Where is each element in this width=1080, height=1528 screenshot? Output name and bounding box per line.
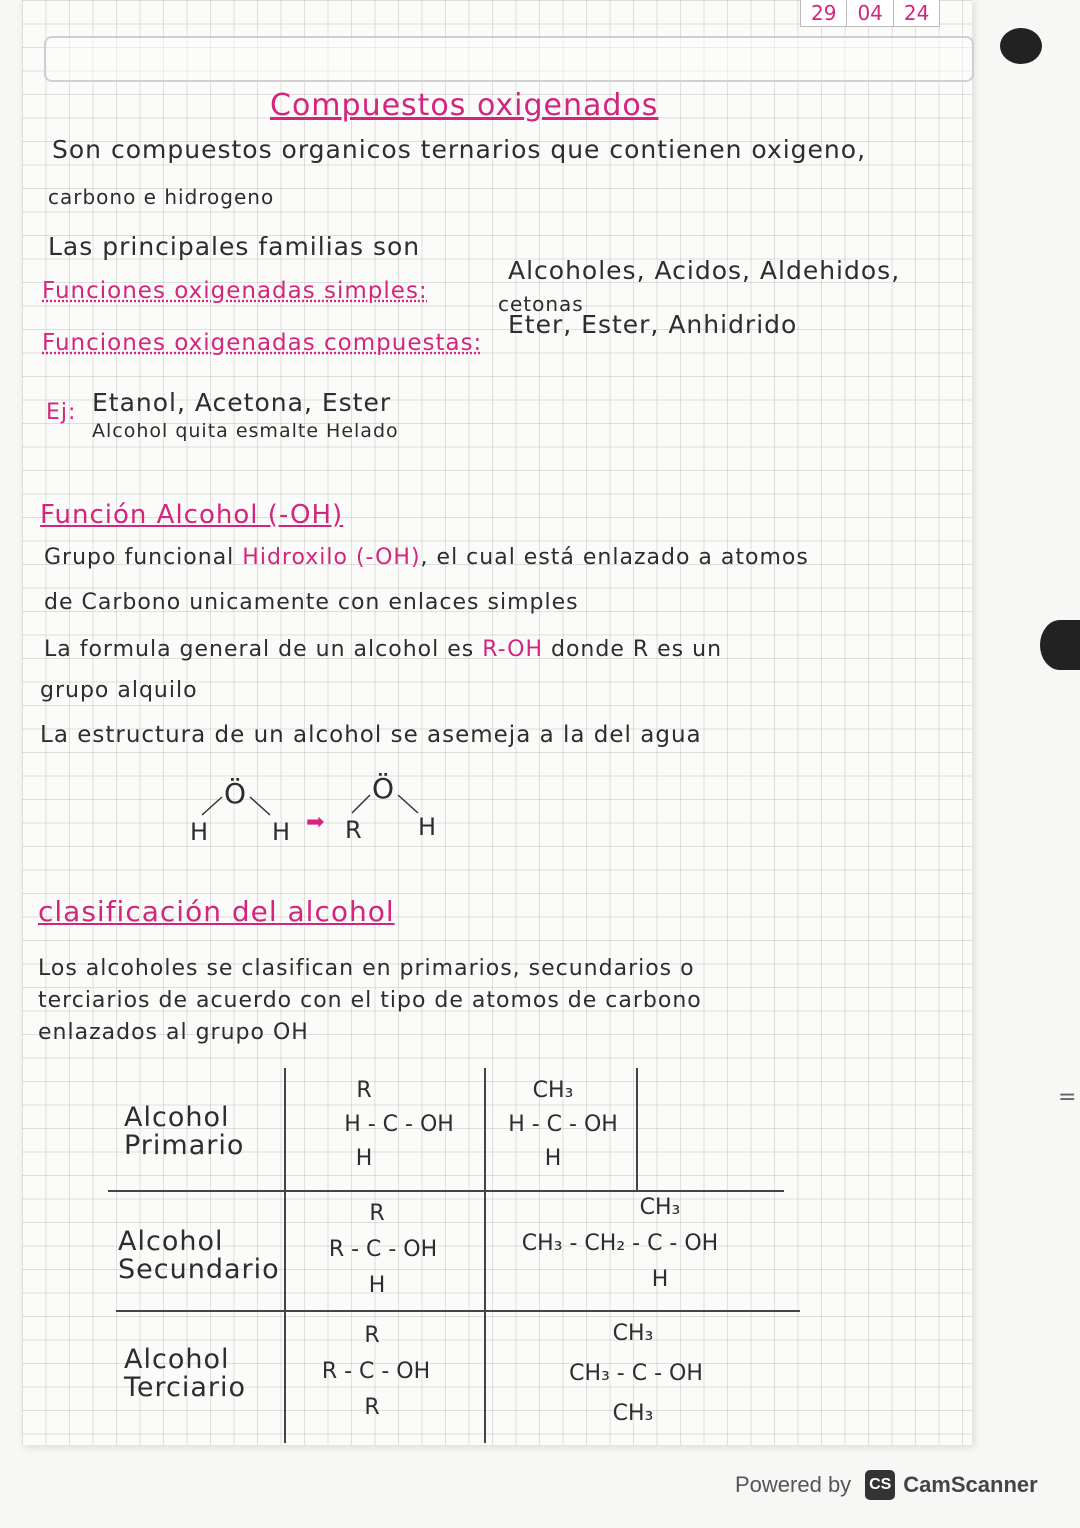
alcohol-heading: Función Alcohol (-OH)	[40, 500, 344, 530]
row2-ex-bot: H	[651, 1267, 669, 1292]
row2-gen-bot: H	[368, 1273, 386, 1298]
water-oxygen: Ö	[224, 777, 247, 810]
row2-ex-top: CH₃	[639, 1195, 681, 1220]
row3-gen-top: R	[364, 1323, 380, 1348]
camscanner-logo	[865, 1470, 1038, 1500]
classification-line2: terciarios de acuerdo con el tipo de atomos de carbono	[38, 988, 702, 1013]
simple-functions-items: Alcoholes, Acidos, Aldehidos,	[508, 256, 901, 285]
row2-gen-mid: R - C - OH	[328, 1237, 438, 1262]
classification-heading: clasificación del alcohol	[38, 895, 395, 928]
arrow-icon: ➡	[306, 810, 325, 835]
bond-lines	[180, 785, 460, 835]
binder-hole	[1040, 620, 1080, 670]
powered-by-text: Powered by	[735, 1472, 852, 1497]
row1-ex-top: CH₃	[532, 1078, 574, 1103]
intro-line1: Son compuestos organicos ternarios que contienen oxigeno,	[52, 135, 867, 164]
table-divider-h2	[116, 1310, 800, 1312]
row2-ex-mid: CH₃ - CH₂ - C - OH	[521, 1231, 719, 1256]
alcohol-p1-b: , el cual está enlazado a atomos	[420, 545, 809, 570]
alcohol-oxygen: Ö	[372, 772, 395, 805]
row2-label-2: Secundario	[118, 1254, 280, 1285]
date-month: 04	[847, 0, 893, 26]
examples-names: Etanol, Acetona, Ester	[92, 388, 392, 417]
classification-line3: enlazados al grupo OH	[38, 1020, 309, 1045]
row3-gen-bot: R	[364, 1395, 380, 1420]
row1-gen-mid: H - C - OH	[344, 1112, 454, 1137]
row2-general-structure	[298, 1196, 468, 1304]
intro-line2: carbono e hidrogeno	[48, 185, 275, 209]
row1-gen-top: R	[356, 1078, 372, 1103]
binder-hole	[1000, 28, 1042, 64]
alcohol-p1-line2: de Carbono unicamente con enlaces simples	[44, 590, 579, 615]
row3-ex-top: CH₃	[612, 1321, 654, 1346]
row3-ex-bot: CH₃	[612, 1401, 654, 1426]
margin-mark: =	[1058, 1085, 1077, 1110]
row3-ex-mid: CH₃ - C - OH	[569, 1361, 703, 1386]
hydroxyl-term: Hidroxilo (-OH)	[242, 545, 421, 570]
table-row-label	[124, 1104, 244, 1160]
alcohol-p1-a: Grupo funcional	[44, 545, 243, 570]
table-divider-v2	[484, 1068, 486, 1443]
row1-ex-mid: H - C - OH	[508, 1112, 618, 1137]
water-h-right: H	[272, 818, 291, 846]
row1-ex-bot: H	[544, 1146, 562, 1171]
row3-example-structure	[546, 1314, 726, 1434]
alcohol-p1	[44, 545, 809, 570]
table-divider-v1	[284, 1068, 286, 1443]
row3-label-1: Alcohol	[124, 1344, 230, 1375]
water-h-left: H	[190, 818, 209, 846]
classification-line1: Los alcoholes se clasifican en primarios, secundarios o	[38, 956, 695, 981]
row3-general-structure	[296, 1318, 456, 1426]
row3-gen-mid: R - C - OH	[321, 1359, 431, 1384]
table-row-label	[124, 1346, 246, 1402]
row1-label-1: Alcohol	[124, 1102, 230, 1133]
alcohol-p2-b: donde R es un	[543, 637, 723, 662]
row1-gen-bot: H	[355, 1146, 373, 1171]
general-formula: R-OH	[482, 637, 543, 662]
footer	[735, 1470, 1038, 1500]
alcohol-h: H	[418, 813, 437, 841]
alcohol-p2-line2: grupo alquilo	[40, 678, 198, 703]
simple-functions-label: Funciones oxigenadas simples:	[42, 278, 428, 304]
row1-example-structure	[488, 1074, 638, 1176]
examples-prefix: Ej:	[46, 400, 77, 425]
date-day: 29	[801, 0, 847, 26]
date-box	[800, 0, 940, 27]
families-label: Las principales familias son	[48, 232, 421, 261]
simple-functions-items2: cetonas	[498, 292, 584, 316]
alcohol-p2	[44, 637, 722, 662]
row1-label-2: Primario	[124, 1130, 245, 1161]
cs-logo-icon: CS	[865, 1470, 895, 1500]
row2-gen-top: R	[369, 1201, 385, 1226]
row3-label-2: Terciario	[124, 1372, 247, 1403]
row1-general-structure	[314, 1074, 484, 1176]
table-row-label	[118, 1228, 280, 1284]
page-title: Compuestos oxigenados	[270, 88, 659, 123]
row2-label-1: Alcohol	[118, 1226, 224, 1257]
date-year: 24	[903, 1, 930, 25]
examples-uses: Alcohol quita esmalte Helado	[92, 420, 399, 442]
alcohol-r: R	[345, 816, 362, 844]
page-header-box	[44, 36, 974, 82]
compound-functions-items: Eter, Ester, Anhidrido	[508, 310, 798, 339]
compound-functions-label: Funciones oxigenadas compuestas:	[42, 330, 483, 356]
row2-example-structure	[490, 1190, 750, 1298]
camscanner-brand: CamScanner	[903, 1472, 1038, 1497]
alcohol-p3: La estructura de un alcohol se asemeja a la del agua	[40, 722, 702, 748]
alcohol-p2-a: La formula general de un alcohol es	[44, 637, 483, 662]
